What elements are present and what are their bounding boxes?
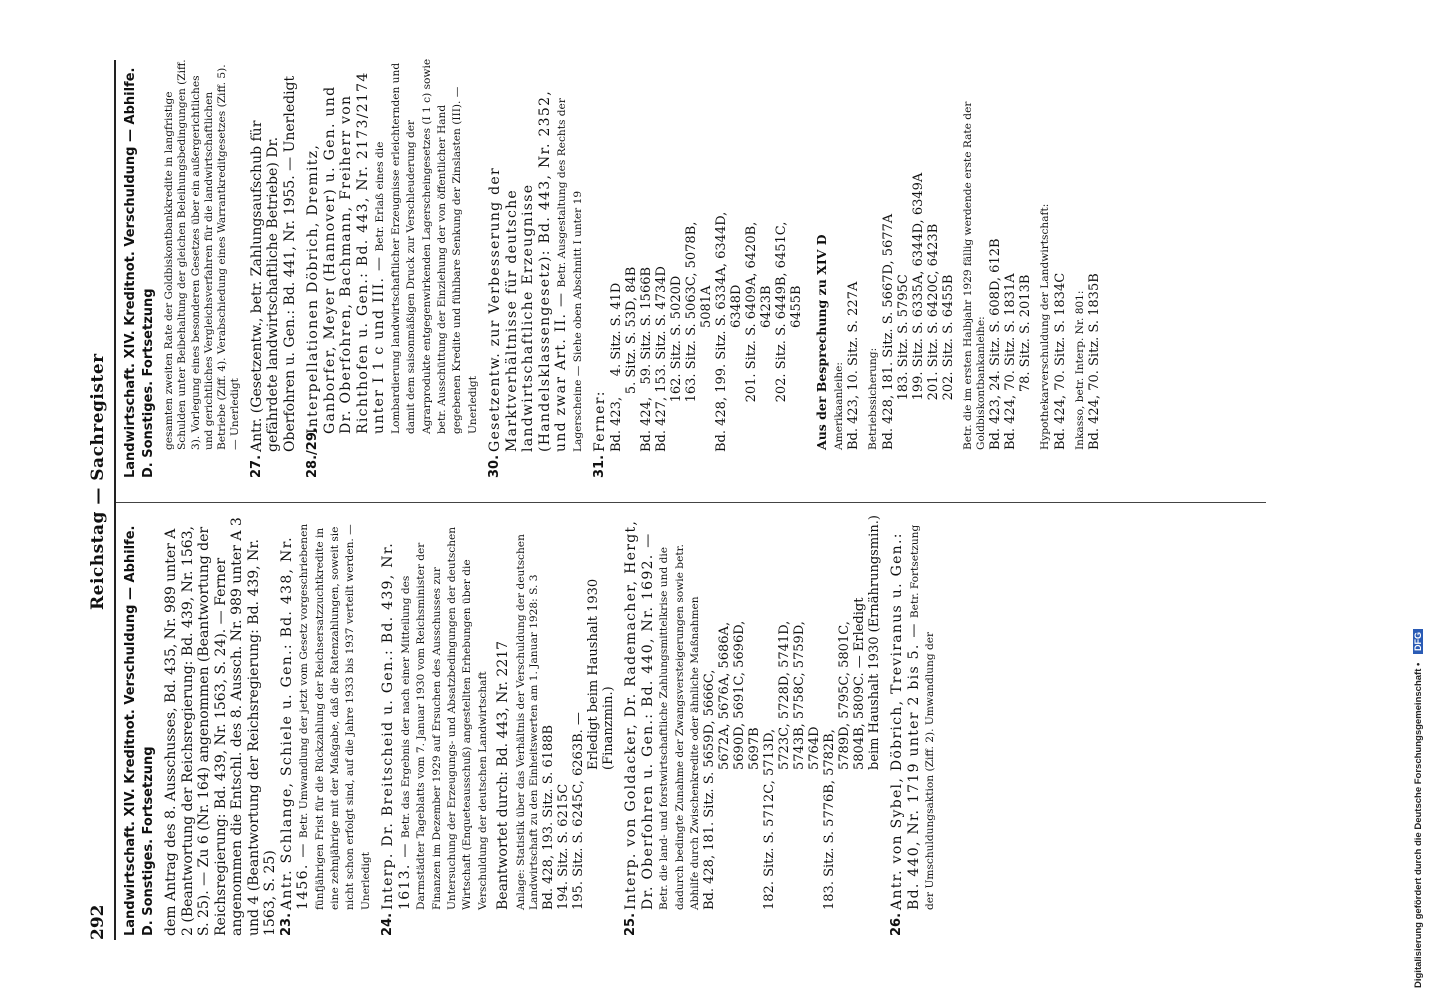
entry-26 (889, 516, 937, 936)
reference-line: 5804B, 5809C. — Erledigt (852, 597, 868, 770)
reference-line: 6455B (788, 285, 804, 452)
reference-line: Bd. 424, 70. Sitz. S. 1831A (1003, 273, 1019, 450)
reference-line: 6423B (758, 285, 774, 452)
subtopic-label: Betriebssicherung: (867, 347, 880, 450)
reference-line: Bd. 423, 4. Sitz. S. 41D (608, 282, 624, 452)
reference-line: 202. Sitz. S. 6455B (940, 274, 956, 450)
reference-line: 5. Sitz. S. 53D, 84B (623, 266, 639, 452)
subtopic-goldbiskontbank (962, 58, 1034, 450)
entry-number: 28./29. (305, 427, 321, 478)
reference-line: Erledigt beim Haushalt 1930 (586, 578, 602, 770)
reference-line: 5697B (747, 727, 763, 770)
reference-list (541, 516, 616, 910)
reference-line: 5690D, 5691C, 5696D, (732, 620, 748, 770)
reference-line: 162. Sitz. S. 5020D (668, 275, 684, 452)
reference-line: 78. Sitz. S. 2013B (1018, 274, 1034, 450)
column-divider (116, 502, 1266, 503)
dfg-side-note (1413, 8, 1427, 988)
entry-25 (623, 516, 882, 936)
reference-line: 201. Sitz. S. 6409A, 6420B, (743, 221, 759, 452)
header-rule (114, 60, 116, 940)
reference-line: 5723C, 5728D, 5741D, (777, 620, 793, 770)
reference-line: Bd. 428, 193. Sitz. S. 6188B (541, 724, 557, 910)
section-subheading: Aus der Besprechung zu XIV D (813, 234, 829, 450)
reference-list (609, 58, 804, 452)
subtopic-label: Hypothekarverschuldung der Landwirtschaft: (1039, 203, 1052, 450)
entry-title: Gesetzentw. zur Verbesserung der Marktverhältnisse für deutsche landwirtschaftliche Erzeugnisse (Handelsklassengesetz): Bd. 443, Nr. 2352, und zwar Art. II. — (487, 89, 570, 452)
continuation-heading: Landwirtschaft. XIV. Kreditnot. Verschuldung — Abhilfe. D. Sonstiges. Fortsetzung (123, 525, 156, 936)
entry-text: Betr. das Ergebnis der nach einer Mitteilung des Darmstädter Tageblatts vom 7. Januar 1930 vom Reichsminister der Finanzen im Dezember 1929 auf Ersuchen des Ausschusses zur Untersuchung der Erzeugungs- und Absatzbedingungen der deutschen Wirtschaft (Enqueteausschuß) angestellten Erhebungen über die Verschuldung der deutschen Landwirtschaft (399, 526, 489, 910)
reference-line: Bd. 424, 70. Sitz. S. 1834C (1052, 272, 1068, 450)
reference-line: 182. Sitz. S. 5712C, 5713D, (762, 728, 778, 910)
reference-line: Bd. 428, 181. Sitz. S. 5659D, 5666C, (702, 669, 718, 910)
entry-title: Antr. (Gesetzentw., betr. Zahlungsaufschub für gefährdete landwirtschaftliche Betriebe) Dr. Oberfohren u. Gen.: Bd. 441, Nr. 1955. — Unerledigt (248, 75, 298, 452)
reference-line: 183. Sitz. S. 5795C (895, 274, 911, 450)
reference-line: Bd. 424, 59. Sitz. S. 1566B (638, 266, 654, 452)
subtopic-amerikaanleihe (833, 58, 861, 450)
entry-number: 23. (278, 912, 294, 936)
reference-line: Bd. 427, 153. Sitz. S. 4734D (653, 266, 669, 452)
continuation-heading: Landwirtschaft. XIV. Kreditnot. Verschuldung — Abhilfe. D. Sonstiges. Fortsetzung (123, 67, 156, 478)
entry-number: 24. (380, 912, 396, 936)
reference-line: 5743B, 5758C, 5759D, (792, 621, 808, 770)
subtopic-label: Betr. die im ersten Halbjahr 1929 fällig werdende erste Rate der Goldbiskontbankanleihe: (961, 101, 987, 450)
reference-line: 194. Sitz. S. 6215C (556, 783, 572, 910)
entry-title: Antr. Schlange, Schiele u. Gen.: Bd. 438, Nr. 1456. — (278, 536, 311, 910)
entry-28-29 (305, 58, 480, 478)
entry-text: Betr. Umwandlung der jetzt vom Gesetz vorgeschriebenen fünfjährigen Frist für die Rückzahlung der Reichsersatzzuchtkredite in eine zehnjährige mit der Maßgabe, daß die Ratenzahlungen, soweit sie nicht schon erfolgt sind, auf die Jahre 1933 bis 1937 verteilt werden. — Unerledigt (298, 523, 372, 910)
funding-note: Digitalisierung gefördert durch die Deutsche Forschungsgemeinschaft • (1413, 662, 1424, 988)
reference-line: (Finanzmin.) (601, 686, 617, 770)
reference-line: 201. Sitz. S. 6420C, 6423B (925, 223, 941, 450)
reference-line: 199. Sitz. S. 6335A, 6344D, 6349A (910, 172, 926, 450)
right-column (122, 58, 1102, 478)
entry-title: Interp. von Goldacker, Dr. Rademacher, Hergt, Dr. Oberfohren u. Gen.: Bd. 440, Nr. 1692. — (623, 519, 656, 910)
entry-24 (380, 516, 616, 936)
entry-text: Betr. Erlaß eines die Lombardierung landwirtschaftlicher Erzeugnisse erleichternden und damit dem saisonmäßigen Druck zur Verschleuderung der Agrarprodukte entgegenwirkenden Lagerscheingesetzes (I 1 c) sowie betr. Ausschüttung der Einziehung der von öffentlicher Hand gegebenen Kredite und fühlbare Senkung der Zinslasten (III). — Unerledigt (374, 58, 479, 434)
reference-line: 195. Sitz. S. 6245C, 6263B. — (571, 712, 587, 910)
reference-line: 202. Sitz. S. 6449B, 6451C, (773, 221, 789, 452)
reference-line: 6348D (728, 284, 744, 452)
entry-title: Interpellationen Döbrich, Dremitz, Ganborfer, Meyer (Hannover) u. Gen. und Dr. Oberfohren, Bachmann, Freiherr von Richthofen u. Gen.: Bd. 443, Nr. 2173/2174 unter I 1 c und III. — (305, 71, 388, 434)
reference-line: 5081A (698, 285, 714, 452)
subtopic-betriebssicherung (867, 58, 955, 450)
reference-line: Bd. 428, 181. Sitz. S. 5667D, 5677A (880, 213, 896, 450)
subtopic-inkasso (1074, 58, 1102, 450)
reference-line: Bd. 423, 24. Sitz. S. 608D, 612B (988, 238, 1004, 450)
entry-title: Antr. von Sybel, Döbrich, Treviranus u. Gen.: Bd. 440, Nr. 1719 unter 2 bis 5. — (889, 532, 922, 910)
entry-31 (592, 58, 804, 478)
entry-title: Interp. Dr. Breitscheid u. Gen.: Bd. 439, Nr. 1613. — (380, 541, 413, 910)
anlage-line: Anlage: Statistik über das Verhältnis der Verschuldung der deutschen Landwirtschaft zu den Einheitswerten am 1. Januar 1928: S. 3 (514, 534, 540, 910)
entry-title: Ferner: (592, 390, 609, 452)
reference-line: Bd. 423, 10. Sitz. S. 227A (846, 281, 862, 450)
subtopic-label: Inkasso, betr. Interp. Nr. 801: (1073, 290, 1086, 450)
entry-number: 30. (487, 454, 503, 478)
reference-line: beim Haushalt 1930 (Ernährungsmin.) (867, 515, 883, 770)
entry-23 (279, 516, 374, 936)
reference-line: 5764D (807, 726, 823, 770)
entry-continuation: gesamten zweiten Rate der Goldbiskontbankkredite in langfristige Schulden unter Beibehaltung der gleichen Beleihungsbedingungen (Ziff. 3). Vorlegung eines besonderen Gesetzes über ein außergerichtliches und gerichtliches Vergleichsverfahren für die landwirtschaftlichen Betriebe (Ziff. 4). Verabschiedung eines Warrantkreditgesetzes (Ziff. 5). — Unerledigt (163, 59, 242, 450)
left-column (122, 516, 945, 936)
answered-line: Beantwortet durch: Bd. 443, Nr. 2217 (495, 640, 512, 910)
entry-number: 31. (592, 454, 608, 478)
entry-continuation: dem Antrag des 8. Ausschusses, Bd. 435, Nr. 989 unter A 2 (Beantwortung der Reichsregierung: Bd. 439, Nr. 1563, S. 25). — Zu 6 (Nr. 164) angenommen (Beantwortung der Reichsregierung: Bd. 439, Nr. 1563, S. 24). — Ferner angenommen die Entschl. des 8. Aussch. Nr. 989 unter A 3 und 4 (Beantwortung der Reichsregierung: Bd. 439, Nr. 1563, S. 25) (163, 517, 278, 936)
entry-text: Betr. Ausgestaltung des Rechts der Lagerscheine — Siehe oben Abschnitt I unter 19 (556, 98, 584, 452)
running-head (88, 60, 112, 940)
page-number: 292 (88, 904, 108, 940)
reference-line: Bd. 428, 199. Sitz. S. 6334A, 6344D, (713, 211, 729, 452)
reference-line: 183. Sitz. S. 5776B, 5782B, (822, 729, 838, 910)
subtopic-label: Amerikaanleihe: (833, 362, 846, 450)
reference-line: 163. Sitz. S. 5063C, 5078B, (683, 221, 699, 452)
reference-line: Bd. 424, 70. Sitz. S. 1835B (1086, 273, 1102, 450)
entry-number: 27. (248, 454, 264, 478)
reference-line: 5672A, 5676A, 5686A, (717, 621, 733, 770)
entry-text: Betr. die land- und forstwirtschaftliche Zahlungsmittelkrise und die dadurch bedingte Zunahme der Zwangsversteigerungen sowie betr. Abhilfe durch Zwischenkredite oder ähnliche Maßnahmen (658, 544, 702, 910)
dfg-logo: DFG (1413, 629, 1423, 654)
page-header-title: Reichstag — Sachregister (88, 353, 108, 610)
subtopic-hypothekarverschuldung (1039, 58, 1067, 450)
reference-line: 5789D, 5795C, 5801C, (837, 621, 853, 770)
entry-number: 25. (623, 912, 639, 936)
entry-27 (249, 58, 299, 478)
entry-text: Betr. Fortsetzung der Umschuldungsaktion (Ziff. 2). Umwandlung der (908, 524, 937, 910)
entry-30 (487, 58, 585, 478)
entry-number: 26. (889, 912, 905, 936)
reference-list (702, 516, 882, 910)
